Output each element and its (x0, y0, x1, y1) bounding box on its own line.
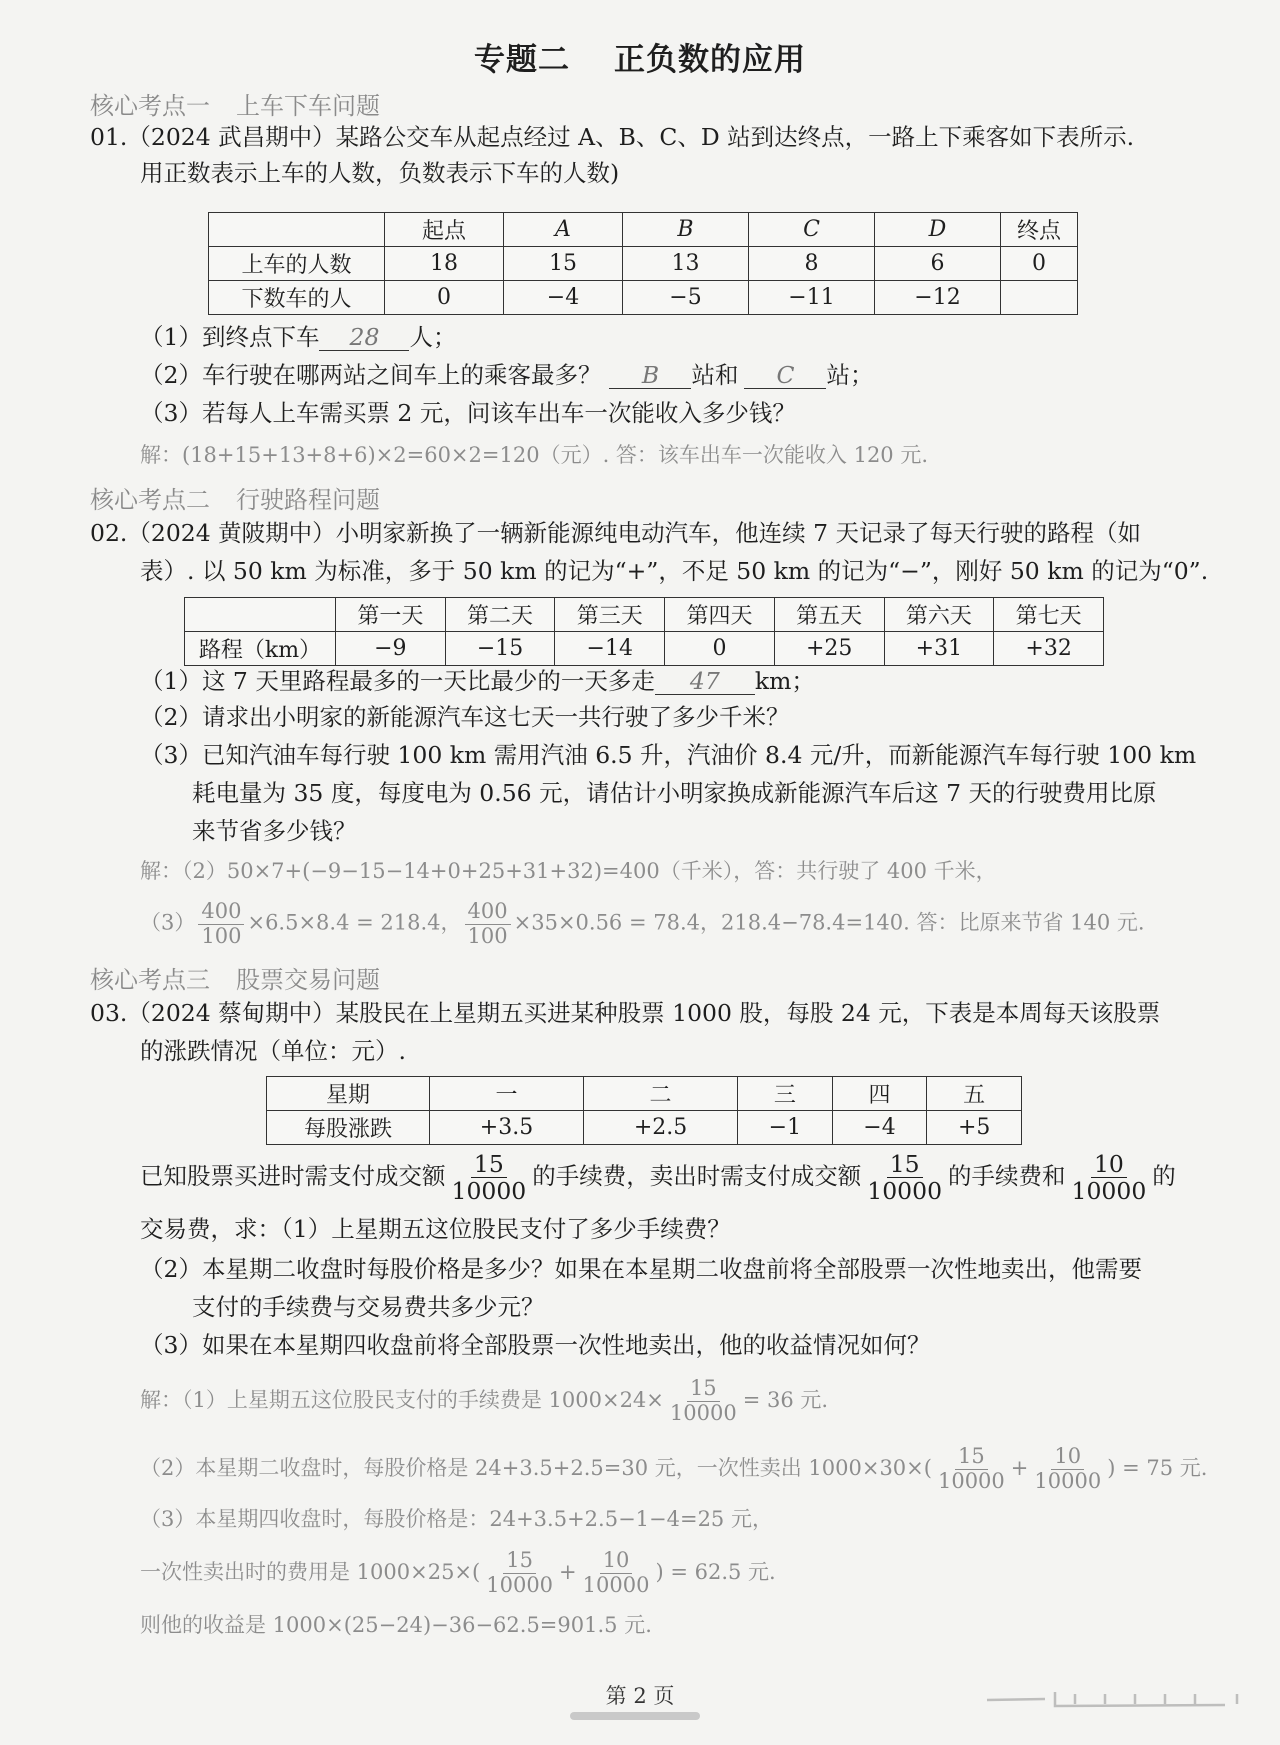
q3-part-2-line-2: 支付的手续费与交易费共多少元？ (192, 1293, 545, 1321)
answer-blank: 28 (319, 324, 409, 351)
section-name: 行驶路程问题 (236, 486, 380, 514)
q3-stem-line-2: 的涨跌情况（单位：元）. (140, 1037, 406, 1065)
q3-table (266, 1076, 1022, 1145)
q1-table (208, 212, 1078, 315)
table-cell: −11 (749, 281, 875, 315)
q3-solution-5: 则他的收益是 1000×(25−24)−36−62.5=901.5 元. (140, 1613, 652, 1637)
title-part-1: 专题二 (474, 42, 570, 78)
table-cell: 第七天 (994, 598, 1104, 632)
q3-part-3: （3）如果在本星期四收盘前将全部股票一次性地卖出，他的收益情况如何？ (140, 1331, 931, 1359)
table-cell: 第四天 (665, 598, 775, 632)
fraction: $\frac{15}{10000}$ (937, 1444, 1005, 1493)
q3-part-2-line-1: （2）本星期二收盘时每股价格是多少？如果在本星期二收盘前将全部股票一次性地卖出，他需要 (140, 1255, 1142, 1283)
q3-solution-4: 一次性卖出时的费用是 1000×25×( $\frac{15}{10000}$ + $\frac{10}{10000}$ ) = 62.5 元. (140, 1548, 776, 1597)
table-cell: −4 (832, 1111, 927, 1145)
q2-part-3-line-1: （3）已知汽油车每行驶 100 km 需用汽油 6.5 升，汽油价 8.4 元/升，而新能源汽车每行驶 100 km (140, 741, 1197, 769)
table-cell: 第一天 (336, 598, 446, 632)
fraction: $\frac{10}{10000}$ (1071, 1149, 1147, 1205)
table-cell (185, 598, 336, 632)
q3-part-1: 交易费，求：（1）上星期五这位股民支付了多少手续费？ (140, 1215, 731, 1243)
page-title (0, 34, 1280, 79)
fraction: $\frac{15}{10000}$ (486, 1548, 554, 1597)
table-cell: −5 (623, 281, 749, 315)
table-cell: D (875, 213, 1001, 247)
table-cell: 第三天 (555, 598, 665, 632)
section-name: 股票交易问题 (236, 966, 380, 994)
section-label: 核心考点三 (90, 966, 210, 994)
q1-part-2: （2）车行驶在哪两站之间车上的乘客最多？ B 站和 C 站； (140, 361, 874, 389)
answer-blank: C (744, 362, 826, 389)
q3-solution-3: （3）本星期四收盘时，每股价格是：24+3.5+2.5−1−4=25 元， (140, 1507, 773, 1531)
table-cell: A (504, 213, 623, 247)
q3-stem-line-1: 03.（2024 蔡甸期中）某股民在上星期五买进某种股票 1000 股，每股 24 元，下表是本周每天该股票 (90, 999, 1161, 1027)
q1-solution: 解：(18+15+13+8+6)×2=60×2=120（元）. 答：该车出车一次能收入 120 元. (140, 443, 929, 467)
q1-stem-line-2: 用正数表示上车的人数，负数表示下车的人数) (140, 159, 620, 187)
section-label: 核心考点二 (90, 486, 210, 514)
table-cell: 第二天 (445, 598, 555, 632)
section-heading-2 (90, 480, 380, 515)
table-cell: 三 (738, 1077, 833, 1111)
table-cell: +2.5 (584, 1111, 738, 1145)
table-cell: −12 (875, 281, 1001, 315)
q2-part-1: （1）这 7 天里路程最多的一天比最少的一天多走 47 km； (140, 667, 815, 695)
fraction: $\frac{10}{10000}$ (1034, 1444, 1102, 1493)
table-cell: +5 (927, 1111, 1022, 1145)
scroll-indicator (570, 1712, 700, 1720)
q2-stem-line-2: 表）. 以 50 km 为标准，多于 50 km 的记为“+”，不足 50 km 的记为“−”，刚好 50 km 的记为“0”. (140, 557, 1209, 585)
q1-part-1: （1）到终点下车 28 人； (140, 323, 457, 351)
table-cell: −4 (504, 281, 623, 315)
table-row (209, 281, 1078, 315)
table-cell: 15 (504, 247, 623, 281)
q2-part-3-line-3: 来节省多少钱？ (192, 817, 357, 845)
page-number: 第 2 页 (605, 1684, 675, 1708)
table-cell: 每股涨跌 (267, 1111, 430, 1145)
table-cell: 一 (430, 1077, 584, 1111)
table-cell: 下数车的人 (209, 281, 385, 315)
q2-part-3-line-2: 耗电量为 35 度，每度电为 0.56 元，请估计小明家换成新能源汽车后这 7 天的行驶费用比原 (192, 779, 1157, 807)
q2-solution-2: （3） $\frac{400}{100}$ ×6.5×8.4 = 218.4， $\frac{400}{100}$ ×35×0.56 = 78.4，218.4−78.4=140. 答：比原来节省 140 元. (140, 899, 1145, 948)
q1-stem-line-1: 01.（2024 武昌期中）某路公交车从起点经过 A、B、C、D 站到达终点，一路上下乘客如下表所示. (90, 123, 1135, 151)
watermark-scribble-icon (985, 1688, 1245, 1710)
section-heading-1 (90, 86, 380, 121)
q3-fee-line: 已知股票买进时需支付成交额 $\frac{15}{10000}$ 的手续费，卖出时需支付成交额 $\frac{15}{10000}$ 的手续费和 $\frac{10}{10000}$ 的 (140, 1149, 1176, 1205)
q3-solution-1: 解：（1）上星期五这位股民支付的手续费是 1000×24× $\frac{15}{10000}$ = 36 元. (140, 1376, 829, 1425)
fraction: $\frac{15}{10000}$ (669, 1376, 737, 1425)
table-cell: 起点 (385, 213, 504, 247)
table-cell: −15 (445, 632, 555, 666)
table-cell: 13 (623, 247, 749, 281)
table-cell: +3.5 (430, 1111, 584, 1145)
table-cell (1001, 281, 1078, 315)
fraction: $\frac{10}{10000}$ (582, 1548, 650, 1597)
q2-table (184, 597, 1104, 666)
table-cell: 上车的人数 (209, 247, 385, 281)
fraction: $\frac{15}{10000}$ (867, 1149, 943, 1205)
answer-blank: 47 (655, 668, 755, 695)
table-cell: 0 (1001, 247, 1078, 281)
title-part-2: 正负数的应用 (614, 42, 806, 78)
q2-stem-line-1: 02.（2024 黄陂期中）小明家新换了一辆新能源纯电动汽车，他连续 7 天记录了每天行驶的路程（如 (90, 519, 1142, 547)
table-cell: C (749, 213, 875, 247)
table-cell: 0 (385, 281, 504, 315)
section-heading-3 (90, 960, 380, 995)
table-row (185, 632, 1104, 666)
fraction: $\frac{400}{100}$ (465, 900, 511, 948)
table-cell: B (623, 213, 749, 247)
q2-solution-1: 解：（2）50×7+(−9−15−14+0+25+31+32)=400（千米），答：共行驶了 400 千米， (140, 859, 997, 883)
table-cell: 18 (385, 247, 504, 281)
table-cell: 四 (832, 1077, 927, 1111)
table-row (267, 1077, 1022, 1111)
table-cell: 第五天 (774, 598, 884, 632)
table-cell: 星期 (267, 1077, 430, 1111)
table-cell (209, 213, 385, 247)
section-label: 核心考点一 (90, 92, 210, 120)
q2-part-2: （2）请求出小明家的新能源汽车这七天一共行驶了多少千米？ (140, 703, 790, 731)
table-cell: 五 (927, 1077, 1022, 1111)
table-cell: −14 (555, 632, 665, 666)
table-row (185, 598, 1104, 632)
q1-part-3: （3）若每人上车需买票 2 元，问该车出车一次能收入多少钱？ (140, 399, 796, 427)
fraction: $\frac{15}{10000}$ (451, 1149, 527, 1205)
section-name: 上车下车问题 (236, 92, 380, 120)
table-row (267, 1111, 1022, 1145)
answer-blank: B (609, 362, 691, 389)
table-row (209, 247, 1078, 281)
table-row (209, 213, 1078, 247)
table-cell: 6 (875, 247, 1001, 281)
fraction: $\frac{400}{100}$ (198, 900, 244, 948)
table-cell: +25 (774, 632, 884, 666)
table-cell: −9 (336, 632, 446, 666)
table-cell: 8 (749, 247, 875, 281)
table-cell: 终点 (1001, 213, 1078, 247)
table-cell: +31 (884, 632, 994, 666)
table-cell: +32 (994, 632, 1104, 666)
table-cell: −1 (738, 1111, 833, 1145)
q3-solution-2: （2）本星期二收盘时，每股价格是 24+3.5+2.5=30 元，一次性卖出 1000×30×( $\frac{15}{10000}$ + $\frac{10}{10000}$ ) = 75 元. (140, 1444, 1208, 1493)
table-cell: 路程（km） (185, 632, 336, 666)
table-cell: 0 (665, 632, 775, 666)
table-cell: 二 (584, 1077, 738, 1111)
table-cell: 第六天 (884, 598, 994, 632)
